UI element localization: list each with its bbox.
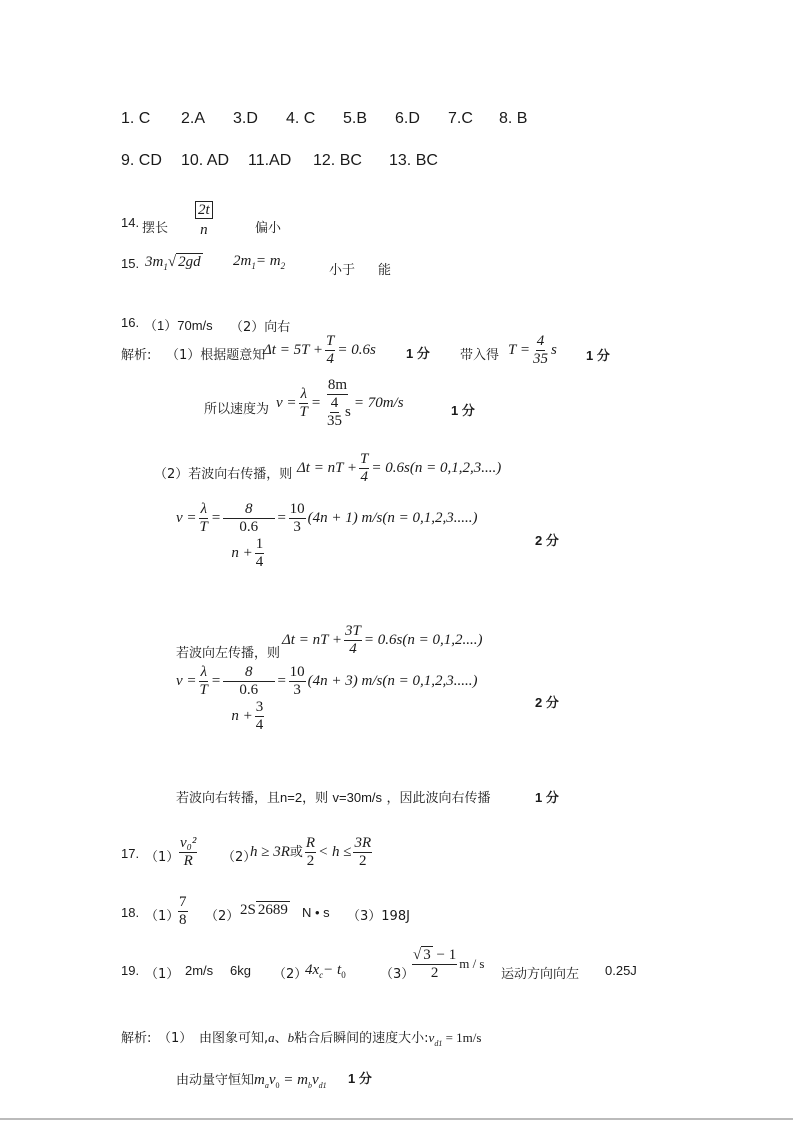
q16-step1-eq: [263, 333, 376, 368]
q19-an2-eq2: = m: [279, 1072, 308, 1088]
q16-step4-eq2: =: [276, 510, 287, 526]
q16-step6-score: 2 分: [535, 695, 559, 710]
q17-condition: [250, 835, 374, 870]
q19-an1-b: b: [287, 1030, 295, 1045]
q16-step6-n1: λ: [200, 664, 207, 680]
q16-step4-n3: 10: [289, 501, 305, 517]
q16-step1b-eq: [508, 333, 557, 368]
q16-step6-lhs: v =: [176, 672, 197, 689]
q19-e3-unit: m / s: [459, 955, 485, 971]
q19-an2-m: m: [254, 1072, 265, 1088]
q16-step6-n3: 10: [289, 664, 305, 680]
q15-expr1-coef: 3m: [145, 254, 164, 270]
q14-formula-num: 2t: [195, 201, 213, 219]
q16-step3-rhs: = 0.6s(n = 0,1,2,3....): [371, 459, 502, 476]
q19-an1-text2: 粘合后瞬间的速度大小:: [294, 1031, 429, 1046]
q17-c2: < h ≤: [318, 843, 352, 860]
answer-13: 13. BC: [389, 152, 438, 169]
q17-number: 17.: [121, 846, 140, 861]
answer-7: 7.C: [448, 110, 473, 127]
q18-fraction: [176, 894, 190, 929]
q16-step2-d2n: 4: [330, 395, 339, 411]
q19-analysis-2-score: 1 分: [348, 1071, 372, 1086]
q16-step4-dd-d: 4: [255, 554, 264, 570]
q16-step4-d1: T: [199, 519, 208, 535]
q19-answer-1: 2m/s: [185, 963, 214, 978]
q19-analysis-label: 解析:: [121, 1031, 152, 1046]
q18-f-den: 8: [179, 912, 187, 928]
q16-step7-e: ，因此波向右传播: [386, 791, 491, 806]
q17-c1: h ≥ 3R: [250, 843, 290, 860]
q18-part-2: （2）: [205, 909, 240, 924]
page-bottom-rule: [0, 1118, 793, 1120]
q19-an2-sub2: 0: [275, 1081, 280, 1091]
q18-expr-b: 2689: [257, 902, 288, 918]
q16-step4-lhs: v =: [176, 509, 197, 526]
q19-an2-text: 由动量守恒知: [176, 1073, 255, 1088]
answer-6: 6.D: [395, 110, 420, 127]
q19-analysis-1: [199, 1027, 481, 1048]
q16-step6-dd-a: n +: [231, 708, 253, 724]
q15-answer-3: 小于: [329, 263, 356, 278]
q18-part-3: （3）198J: [347, 909, 410, 924]
q16-step7-a: 若波向右转播，且: [176, 791, 281, 806]
q17-fraction-1: [177, 835, 199, 870]
q15-expr2-a: 2m: [233, 253, 252, 269]
q16-step6-n2: 8: [223, 664, 275, 682]
q17-f3-num: 3R: [354, 835, 372, 851]
q19-an1-eq: v: [428, 1030, 435, 1045]
q16-step3-eq: [297, 451, 501, 486]
q16-step1-score: 1 分: [406, 346, 430, 361]
q18-part-1: （1）: [145, 909, 180, 924]
q16-step4-dd-a: n +: [231, 545, 253, 561]
q17-part-2: （2）: [222, 850, 257, 865]
q19-e3-root: 3: [423, 947, 431, 963]
q16-step6-rhs: (4n + 3) m/s(n = 0,1,2,3.....): [307, 673, 478, 689]
q16-step5-text: 若波向左传播，则: [176, 646, 281, 661]
q19-part-1: （1）: [145, 967, 180, 982]
q16-step1b-num: 4: [536, 333, 545, 349]
q16-step7-d: v=30m/s: [332, 790, 383, 805]
q19-analysis-2: [176, 1069, 327, 1090]
q16-step6-eq: [176, 664, 477, 734]
q19-an1-val: = 1m/s: [442, 1030, 482, 1045]
q19-an1-sep: 、: [274, 1031, 288, 1046]
q17-f3-den: 2: [359, 853, 367, 869]
q19-expr-2: [305, 962, 346, 980]
q16-step6-eq2: =: [276, 673, 287, 689]
q16-step2-d2u: s: [345, 404, 351, 420]
q16-step4-n1: λ: [200, 501, 207, 517]
q15-expr1-sub: 1: [163, 262, 168, 272]
q16-step4-d3: 3: [293, 519, 301, 535]
q16-step7-score: 1 分: [535, 790, 559, 805]
answer-4: 4. C: [286, 110, 316, 127]
q16-step2-score: 1 分: [451, 403, 475, 418]
answer-5: 5.B: [343, 110, 368, 127]
q19-answer-4: 0.25J: [605, 963, 637, 978]
q17-f1-num: v₀²: [180, 835, 197, 851]
q19-e3-den: 2: [430, 965, 439, 981]
q16-step4-eq1: =: [210, 509, 221, 526]
answer-8: 8. B: [499, 110, 528, 127]
q16-step2-eq: [276, 377, 404, 430]
q16-step5-rhs: = 0.6s(n = 0,1,2....): [363, 631, 483, 648]
q16-step4-n2: 8: [223, 501, 275, 519]
q17-or: 或: [289, 844, 303, 860]
q16-step2-lhs: v =: [276, 394, 297, 411]
q16-step5-lhs: Δt = nT +: [282, 631, 343, 648]
q16-step6-dd-n: 3: [255, 699, 264, 715]
answer-10: 10. AD: [181, 152, 230, 169]
q16-step5-den: 4: [349, 641, 357, 657]
q16-step1b-unit: s: [550, 341, 557, 358]
q16-analysis-label: 解析:: [121, 348, 152, 363]
q19-an2-v: v: [268, 1072, 276, 1088]
q16-step2-rhs: = 70m/s: [353, 394, 404, 411]
q18-unit: N • s: [302, 905, 330, 920]
q16-step6-d1: T: [199, 682, 208, 698]
q19-an2-v2: v: [312, 1072, 319, 1088]
answer-11: 11.AD: [248, 152, 292, 169]
q16-step6-eq1: =: [210, 672, 221, 689]
q19-e2-b: − t: [323, 962, 342, 978]
q16-step3-lhs: Δt = nT +: [297, 459, 358, 476]
q16-step7: [176, 787, 491, 807]
q14-label: 摆长: [142, 221, 169, 236]
q15-expr2-sub1: 1: [251, 261, 256, 271]
q16-step1-den: 4: [326, 351, 334, 367]
q15-number: 15.: [121, 256, 140, 271]
q16-step1b-den: 35: [532, 351, 548, 367]
q14-number: 14.: [121, 215, 140, 230]
q15-expr1-root: 2gd: [178, 254, 201, 270]
q16-step4-rhs: (4n + 1) m/s(n = 0,1,2,3.....): [307, 510, 478, 526]
q16-answer-2: （2）向右: [230, 320, 291, 335]
q16-step1-lhs: Δt = 5T +: [263, 341, 324, 358]
q16-step5-num: 3T: [345, 623, 361, 639]
q16-step6-d3: 3: [293, 682, 301, 698]
q19-expr-3: $\frac{√ 3 - 1}{2}$ m / s: [413, 947, 485, 981]
q19-number: 19.: [121, 963, 140, 978]
answer-2: 2.A: [181, 110, 206, 127]
q16-step4-score: 2 分: [535, 533, 559, 548]
q19-e2: 4x: [305, 962, 320, 978]
q16-step1b-text: 带入得: [460, 348, 500, 363]
q15-answer-4: 能: [378, 263, 392, 278]
q16-answer-1: （1）70m/s: [144, 318, 213, 333]
q18-f-num: 7: [179, 894, 187, 910]
q18-expr: [240, 902, 290, 919]
q19-e2-sub: c: [319, 970, 324, 980]
answer-3: 3.D: [233, 110, 258, 127]
q16-step7-c: ，则: [302, 791, 329, 806]
q16-step2-n2: 8m: [327, 377, 347, 393]
q19-an2-sub4: d1: [318, 1081, 327, 1091]
q18-number: 18.: [121, 905, 140, 920]
q19-direction: 运动方向向左: [501, 967, 580, 982]
answer-12: 12. BC: [313, 152, 362, 169]
q19-part-3: （3）: [380, 967, 415, 982]
q16-step1-rhs: = 0.6s: [337, 341, 376, 358]
q16-step1-text: （1）根据题意知: [166, 348, 266, 363]
q16-step2-text: 所以速度为: [204, 402, 270, 417]
q16-step5-eq: [282, 623, 482, 658]
q16-number: 16.: [121, 315, 140, 330]
answer-9: 9. CD: [121, 152, 162, 169]
q19-analysis-1-part: （1）: [158, 1031, 193, 1046]
q16-step6-dd-d: 4: [255, 717, 264, 733]
q16-step1b-lhs: T =: [508, 341, 530, 358]
q16-step2-eq1: =: [310, 394, 321, 411]
q14-answer: 偏小: [255, 221, 282, 236]
q15-expr2: [233, 253, 285, 271]
q16-step7-b: n=2: [280, 790, 303, 805]
q19-answer-2: 6kg: [230, 963, 251, 978]
q16-step2-d1: T: [299, 404, 308, 420]
q19-e3-rest: − 1: [432, 947, 457, 963]
q16-step2-n1: λ: [300, 386, 307, 402]
q15-expr1: $3m_1√$ 2gd: [145, 254, 201, 272]
q19-e2-sub2: 0: [341, 970, 346, 980]
answer-1: 1. C: [121, 110, 151, 127]
q18-expr-a: 2S: [240, 902, 256, 918]
q17-f1-den: R: [183, 853, 193, 869]
q17-f2-den: 2: [306, 853, 315, 869]
q14-formula: [192, 200, 216, 240]
q16-step4-eq: [176, 501, 477, 571]
q16-step3-num: T: [360, 451, 369, 467]
q17-part-1: （1）: [145, 850, 180, 865]
q19-an1-text: 由图象可知,: [199, 1031, 269, 1046]
q15-expr2-sub2: 2: [280, 261, 286, 271]
q16-step3-text: （2）若波向右传播，则: [154, 467, 293, 482]
q17-f2-num: R: [305, 835, 316, 851]
q16-step1-num: T: [326, 333, 335, 349]
q16-step2-d2d: 35: [327, 413, 342, 429]
q19-an1-sub: d1: [434, 1039, 443, 1049]
q16-step4-dd-n: 1: [255, 536, 264, 552]
q19-an2-sub3: b: [308, 1081, 312, 1091]
q16-step6-dn: 0.6: [239, 682, 259, 698]
q19-an1-a: a: [268, 1030, 275, 1045]
q16-step1b-score: 1 分: [586, 348, 610, 363]
q16-step3-den: 4: [360, 469, 368, 485]
q19-an2-sub1: a: [264, 1081, 269, 1091]
q15-expr2-eq: = m: [255, 253, 281, 269]
q19-part-2: （2）: [273, 967, 308, 982]
q16-step4-dn: 0.6: [239, 519, 259, 535]
q14-formula-den: n: [200, 222, 208, 238]
